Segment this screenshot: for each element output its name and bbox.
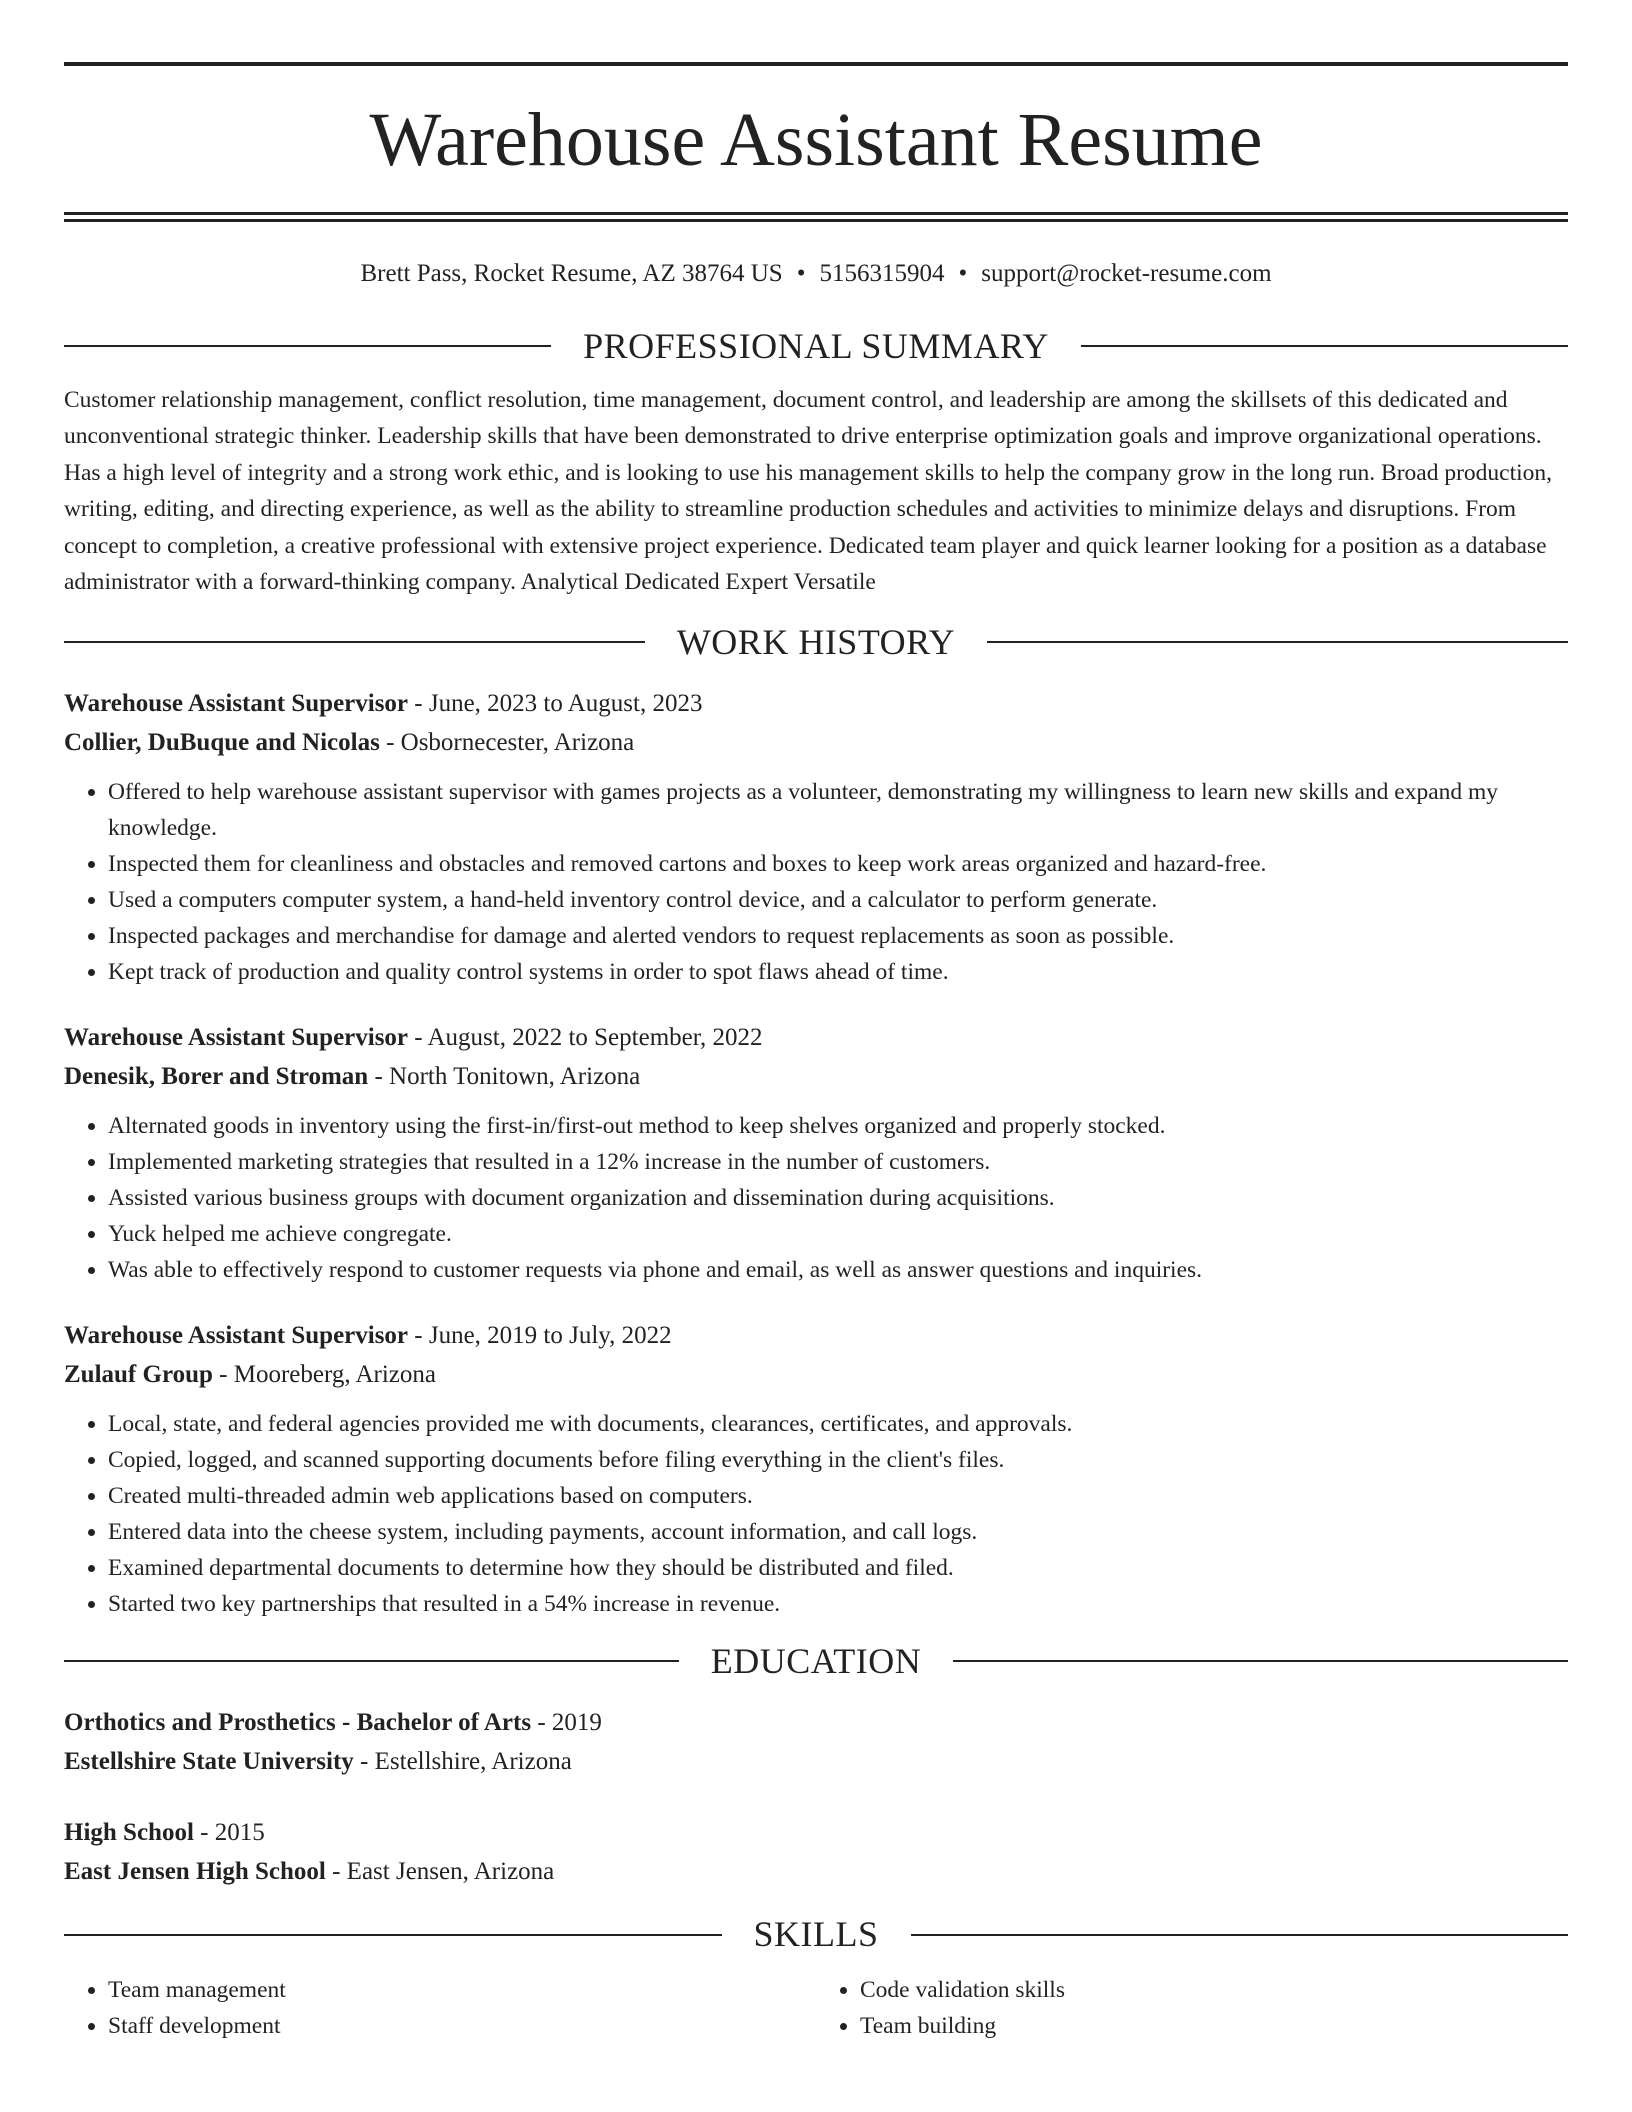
job-bullet: • Started two key partnerships that resulted in a 54% increase in revenue. [108,1586,1568,1622]
job-bullet: • Yuck helped me achieve congregate. [108,1216,1568,1252]
education-location: - Estellshire, Arizona [353,1748,572,1776]
job-bullet: • Was able to effectively respond to customer requests via phone and email, as well as answer questions and inquiries. [108,1252,1568,1288]
section-header-education [64,1640,1568,1683]
job-bullet: • Alternated goods in inventory using the first-in/first-out method to keep shelves organized and properly stocked. [108,1108,1568,1144]
contact-address: Brett Pass, Rocket Resume, AZ 38764 US [360,260,783,287]
job-dates: - August, 2022 to September, 2022 [408,1023,763,1051]
education-school: East Jensen High School [64,1858,326,1886]
contact-separator: • [958,260,968,287]
section-rule [987,641,1568,643]
skill-item: • Staff development [108,2008,816,2044]
education-school-line [64,1742,1568,1781]
section-rule [64,345,551,347]
job-location: - Mooreberg, Arizona [212,1360,436,1388]
education-degree-line [64,1813,1568,1852]
section-header-skills [64,1913,1568,1956]
section-title: PROFESSIONAL SUMMARY [583,325,1049,366]
job-title: Warehouse Assistant Supervisor [64,1321,409,1349]
job-bullet: • Offered to help warehouse assistant supervisor with games projects as a volunteer, demonstrating my willingness to learn new skills and expand my knowledge. [108,774,1568,846]
job-company: Zulauf Group [64,1360,213,1388]
skill-item: • Team building [860,2008,1568,2044]
section-rule [953,1660,1568,1662]
job-bullet: • Created multi-threaded admin web applications based on computers. [108,1478,1568,1514]
job-title-line [64,1316,1568,1355]
contact-separator: • [796,260,806,287]
contact-email: support@rocket-resume.com [981,260,1272,287]
section-rule [64,641,645,643]
job-bullet: • Used a computers computer system, a hand-held inventory control device, and a calculator to perform generate. [108,882,1568,918]
job-bullet: • Examined departmental documents to determine how they should be distributed and filed. [108,1550,1568,1586]
section-header-work [64,621,1568,664]
job-bullets [64,1406,1568,1622]
skill-item: • Team management [108,1972,816,2008]
job-location: - North Tonitown, Arizona [368,1062,641,1090]
job-title-line [64,1018,1568,1057]
education-entry [64,1703,1568,1781]
title-double-rule [64,212,1568,222]
job-location: - Osbornecester, Arizona [379,728,635,756]
job-company-line [64,723,1568,762]
job-bullet: • Local, state, and federal agencies provided me with documents, clearances, certificates, and approvals. [108,1406,1568,1442]
resume-page [64,0,1568,2044]
job-bullet: • Entered data into the cheese system, including payments, account information, and call logs. [108,1514,1568,1550]
section-rule [64,1934,722,1936]
section-rule [1081,345,1568,347]
job-bullet: • Implemented marketing strategies that resulted in a 12% increase in the number of customers. [108,1144,1568,1180]
job-bullets [64,774,1568,990]
job-entry [64,1316,1568,1622]
section-title: SKILLS [753,1914,879,1955]
job-title-line [64,684,1568,723]
section-title: EDUCATION [710,1640,922,1681]
education-degree: Orthotics and Prosthetics - Bachelor of Arts [64,1709,532,1737]
contact-line [64,258,1568,291]
job-title: Warehouse Assistant Supervisor [64,689,409,717]
contact-phone: 5156315904 [819,260,945,287]
job-entry [64,1018,1568,1288]
job-company-line [64,1355,1568,1394]
summary-paragraph: Customer relationship management, conflict resolution, time management, document control, and leadership are among the skillsets of this dedicated and unconventional strategic thinker. Leadership skills that have been demonstrated to drive enterprise optimization goals and improve organizational operations. Has a high level of integrity and a strong work ethic, and is looking to use his management skills to help the company grow in the long run. Broad production, writing, editing, and directing experience, as well as the ability to streamline production schedules and activities to minimize delays and disruptions. From concept to completion, a creative professional with extensive project experience. Dedicated team player and quick learner looking for a position as a database administrator with a forward-thinking company. Analytical Dedicated Expert Versatile [64,386,1553,596]
education-degree: High School [64,1819,194,1847]
education-school-line [64,1852,1568,1891]
job-bullet: • Assisted various business groups with document organization and dissemination during acquisitions. [108,1180,1568,1216]
section-rule [911,1934,1569,1936]
skill-item: • Code validation skills [860,1972,1568,2008]
job-bullet: • Kept track of production and quality control systems in order to spot flaws ahead of time. [108,954,1568,990]
education-year: - 2015 [193,1819,265,1847]
job-bullet: • Inspected packages and merchandise for damage and alerted vendors to request replacements as soon as possible. [108,918,1568,954]
section-title: WORK HISTORY [676,621,956,662]
job-entry [64,684,1568,990]
skills-list-left [64,1972,816,2044]
job-dates: - June, 2023 to August, 2023 [408,689,703,717]
job-bullets [64,1108,1568,1288]
skills-list-right [816,1972,1568,2044]
skills-columns [64,1966,1568,2044]
top-rule [64,62,1568,66]
education-entry [64,1813,1568,1891]
education-year: - 2019 [531,1709,602,1737]
job-title: Warehouse Assistant Supervisor [64,1023,409,1051]
education-degree-line [64,1703,1568,1742]
job-company: Collier, DuBuque and Nicolas [64,728,380,756]
section-header-summary [64,325,1568,368]
job-company-line [64,1057,1568,1096]
job-company: Denesik, Borer and Stroman [64,1062,369,1090]
job-bullet: • Inspected them for cleanliness and obstacles and removed cartons and boxes to keep work areas organized and hazard-free. [108,846,1568,882]
job-bullet: • Copied, logged, and scanned supporting documents before filing everything in the client's files. [108,1442,1568,1478]
education-school: Estellshire State University [64,1748,354,1776]
section-rule [64,1660,679,1662]
job-dates: - June, 2019 to July, 2022 [408,1321,672,1349]
education-location: - East Jensen, Arizona [325,1858,555,1886]
resume-title: Warehouse Assistant Resume [369,98,1263,182]
